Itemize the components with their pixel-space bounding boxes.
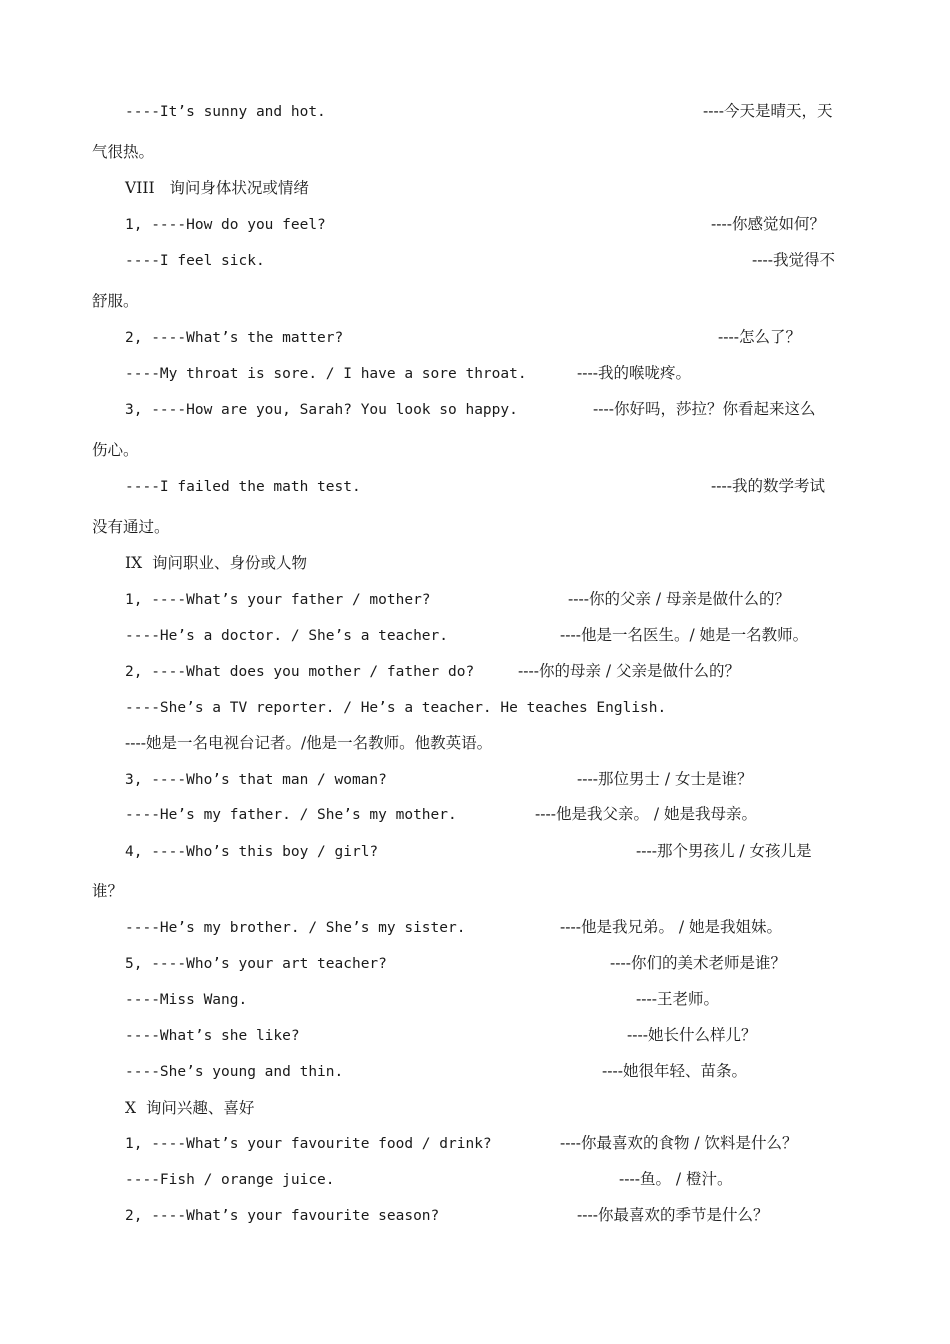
chinese-line: 气很热。 [92, 143, 155, 161]
english-line: ----What’s she like? [125, 1028, 300, 1044]
chinese-line: 伤心。 [92, 441, 139, 459]
english-line: ----Miss Wang. [125, 992, 248, 1008]
english-line: ----I feel sick. [125, 253, 265, 269]
english-line: ----He’s a doctor. / She’s a teacher. [125, 628, 449, 644]
english-line: 5, ----Who’s your art teacher? [125, 956, 387, 972]
english-line: 2, ----What’s your favourite season? [125, 1208, 440, 1224]
english-line: 4, ----Who’s this boy / girl? [125, 844, 379, 860]
chinese-line: ----你感觉如何？ [711, 215, 825, 233]
chinese-line: ----她很年轻、苗条。 [602, 1062, 747, 1080]
english-line: ----She’s young and thin. [125, 1064, 344, 1080]
chinese-line: ----怎么了？ [718, 328, 801, 346]
english-line: 1, ----What’s your favourite food / drink? [125, 1136, 492, 1152]
english-line: 3, ----How are you, Sarah? You look so happy. [125, 402, 518, 418]
chinese-line: ----那位男士 / 女士是谁？ [577, 770, 753, 788]
english-line: 3, ----Who’s that man / woman? [125, 772, 387, 788]
chinese-line: ----她是一名电视台记者。/他是一名教师。他教英语。 [125, 734, 493, 752]
section-heading: IX 询问职业、身份或人物 [125, 554, 308, 572]
chinese-line: ----鱼。 / 橙汁。 [619, 1170, 733, 1188]
english-line: ----He’s my father. / She’s my mother. [125, 807, 457, 823]
chinese-line: ----我的喉咙疼。 [577, 364, 691, 382]
section-heading: VIII 询问身体状况或情绪 [125, 179, 309, 197]
section-heading: X 询问兴趣、喜好 [125, 1099, 255, 1117]
english-line: ----She’s a TV reporter. / He’s a teacher. He teaches English. [125, 700, 667, 716]
chinese-line: ----你最喜欢的食物 / 饮料是什么？ [560, 1134, 798, 1152]
chinese-line: ----你们的美术老师是谁？ [610, 954, 786, 972]
chinese-line: 谁？ [92, 882, 124, 900]
chinese-line: ----他是一名医生。/ 她是一名教师。 [560, 626, 809, 644]
chinese-line: 舒服。 [92, 292, 139, 310]
english-line: ----It’s sunny and hot. [125, 104, 326, 120]
english-line: 1, ----What’s your father / mother? [125, 592, 431, 608]
english-line: ----I failed the math test. [125, 479, 361, 495]
chinese-line: ----你的父亲 / 母亲是做什么的？ [568, 590, 791, 608]
english-line: ----He’s my brother. / She’s my sister. [125, 920, 466, 936]
chinese-line: ----今天是晴天，天 [703, 102, 833, 120]
chinese-line: 没有通过。 [92, 518, 170, 536]
chinese-line: ----你的母亲 / 父亲是做什么的？ [518, 662, 741, 680]
english-line: 2, ----What’s the matter? [125, 330, 344, 346]
chinese-line: ----我的数学考试 [711, 477, 825, 495]
chinese-line: ----她长什么样儿？ [627, 1026, 757, 1044]
english-line: 2, ----What does you mother / father do? [125, 664, 475, 680]
english-line: ----Fish / orange juice. [125, 1172, 335, 1188]
chinese-line: ----我觉得不 [752, 251, 835, 269]
chinese-line: ----他是我兄弟。 / 她是我姐妹。 [560, 918, 783, 936]
english-line: ----My throat is sore. / I have a sore throat. [125, 366, 527, 382]
chinese-line: ----那个男孩儿 / 女孩儿是 [636, 842, 812, 860]
english-line: 1, ----How do you feel? [125, 217, 326, 233]
chinese-line: ----你好吗，莎拉？你看起来这么 [593, 400, 816, 418]
chinese-line: ----王老师。 [636, 990, 719, 1008]
chinese-line: ----你最喜欢的季节是什么？ [577, 1206, 769, 1224]
chinese-line: ----他是我父亲。 / 她是我母亲。 [535, 805, 758, 823]
